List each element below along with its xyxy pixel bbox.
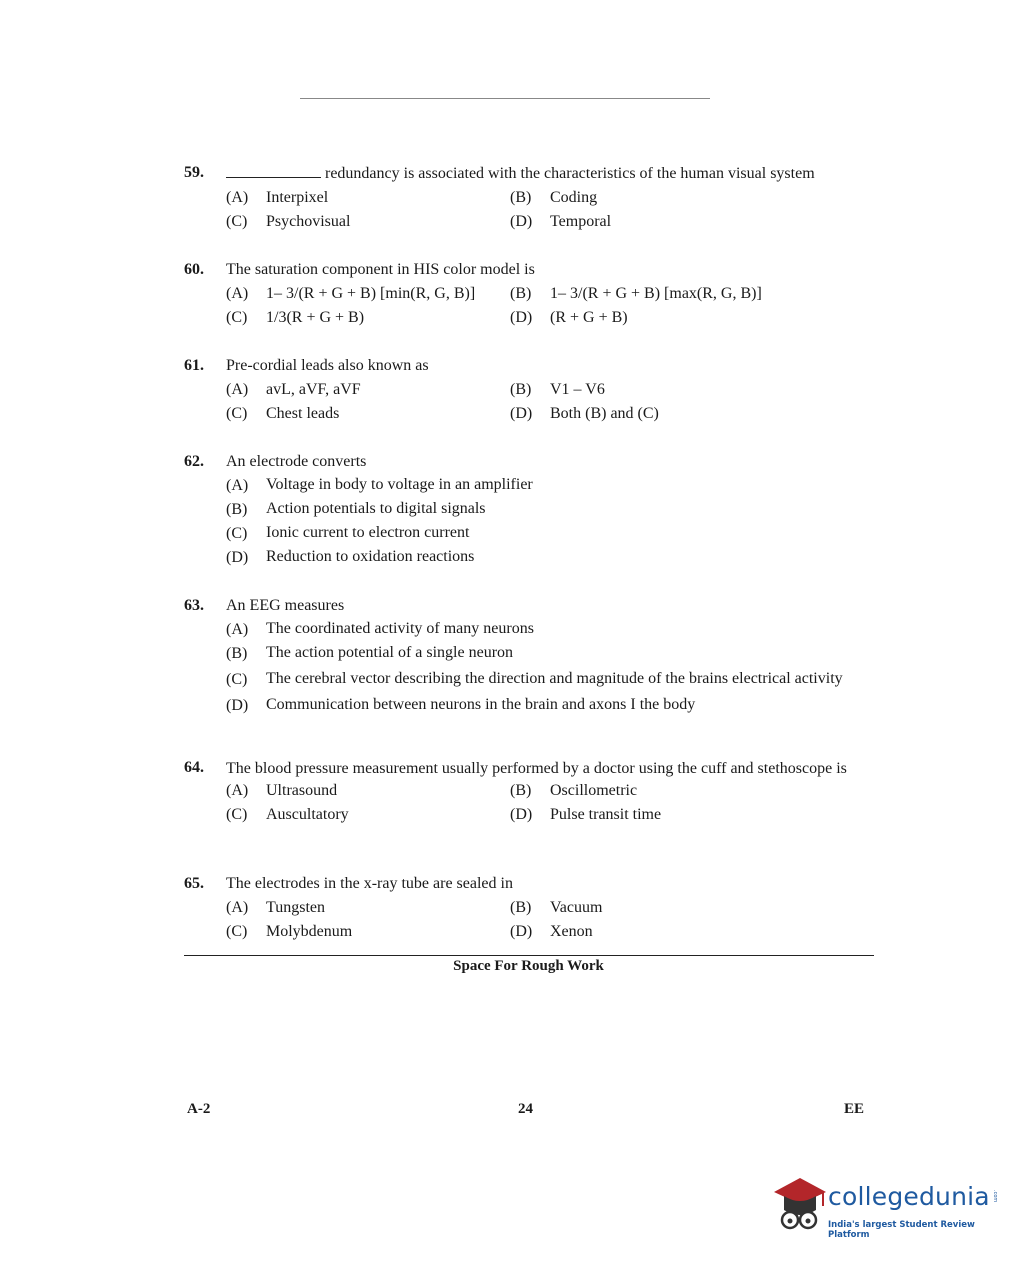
option-row <box>226 306 874 330</box>
rough-work-heading: Space For Rough Work <box>453 958 604 974</box>
option-b: (B) Vacuum <box>510 899 603 916</box>
fill-in-blank <box>226 161 321 178</box>
question-stem: The blood pressure measurement usually performed by a doctor using the cuff and stethoscope is <box>226 760 847 777</box>
question-number: 63. <box>184 597 204 614</box>
question-60 <box>184 258 874 330</box>
question-stem: redundancy is associated with the characteristics of the human visual system <box>226 161 874 186</box>
option-a: (A) 1– 3/(R + G + B) [min(R, G, B)] <box>226 285 476 302</box>
question-number: 61. <box>184 357 204 374</box>
option-row <box>226 779 874 803</box>
question-number: 62. <box>184 453 204 470</box>
option-c: (C) Ionic current to electron current <box>226 524 470 542</box>
option-b: (B) The action potential of a single neuron <box>226 644 514 662</box>
option-a: (A) Tungsten <box>226 899 325 916</box>
logo-domain: .com <box>992 1190 998 1203</box>
header-rule <box>300 98 710 99</box>
option-row <box>226 920 874 944</box>
question-stem: The saturation component in HIS color model is <box>226 261 535 278</box>
option-b: (B) Oscillometric <box>510 782 638 799</box>
option-d: (D) (R + G + B) <box>510 309 628 326</box>
option-row <box>226 378 874 402</box>
option-row <box>226 186 874 210</box>
question-61 <box>184 354 874 426</box>
question-63 <box>184 594 874 718</box>
option-d: (D) Pulse transit time <box>510 806 662 823</box>
option-c: (C) 1/3(R + G + B) <box>226 309 365 326</box>
option-d: (D) Reduction to oxidation reactions <box>226 548 475 566</box>
option-a: (A) The coordinated activity of many neurons <box>226 620 534 638</box>
footer-subject: EE <box>844 1101 865 1117</box>
mascot-icon <box>770 1176 828 1238</box>
option-c: (C) Molybdenum <box>226 923 353 940</box>
option-b: (B) Coding <box>510 189 598 206</box>
page-number: 24 <box>518 1101 533 1117</box>
footer-code: A-2 <box>187 1101 211 1117</box>
option-c: (C) Psychovisual <box>226 213 351 230</box>
question-number: 65. <box>184 875 204 892</box>
option-a: (A) Ultrasound <box>226 782 338 799</box>
option-d: (D) Temporal <box>510 213 612 230</box>
collegedunia-logo <box>770 1176 1000 1238</box>
question-number: 59. <box>184 164 204 181</box>
option-d: (D) Communication between neurons in the brain and axons I the body <box>226 696 696 714</box>
question-62 <box>184 450 874 570</box>
question-59 <box>184 161 874 234</box>
option-a: (A) avL, aVF, aVF <box>226 381 361 398</box>
option-b: (B) V1 – V6 <box>510 381 605 398</box>
question-stem: An EEG measures <box>226 597 345 614</box>
option-row <box>226 282 874 306</box>
option-c: (C) Chest leads <box>226 405 340 422</box>
option-row <box>226 402 874 426</box>
option-row <box>226 803 874 827</box>
option-b: (B) 1– 3/(R + G + B) [max(R, G, B)] <box>510 285 762 302</box>
question-number: 64. <box>184 759 204 776</box>
question-65 <box>184 872 874 944</box>
option-a: (A) Interpixel <box>226 189 329 206</box>
question-stem: An electrode converts <box>226 453 367 470</box>
question-stem: Pre-cordial leads also known as <box>226 357 429 374</box>
option-c: (C) The cerebral vector describing the direction and magnitude of the brains electrical activity <box>226 670 843 688</box>
question-stem: The electrodes in the x-ray tube are sealed in <box>226 875 513 892</box>
question-64 <box>184 756 874 827</box>
option-row <box>226 896 874 920</box>
question-number: 60. <box>184 261 204 278</box>
option-a: (A) Voltage in body to voltage in an amplifier <box>226 476 533 494</box>
section-divider <box>184 955 874 956</box>
option-d: (D) Xenon <box>510 923 593 940</box>
option-c: (C) Auscultatory <box>226 806 349 823</box>
option-b: (B) Action potentials to digital signals <box>226 500 486 518</box>
logo-tagline: India's largest Student Review Platform <box>828 1220 975 1240</box>
logo-wordmark: collegedunia <box>828 1182 990 1211</box>
option-row <box>226 210 874 234</box>
option-d: (D) Both (B) and (C) <box>510 405 659 422</box>
